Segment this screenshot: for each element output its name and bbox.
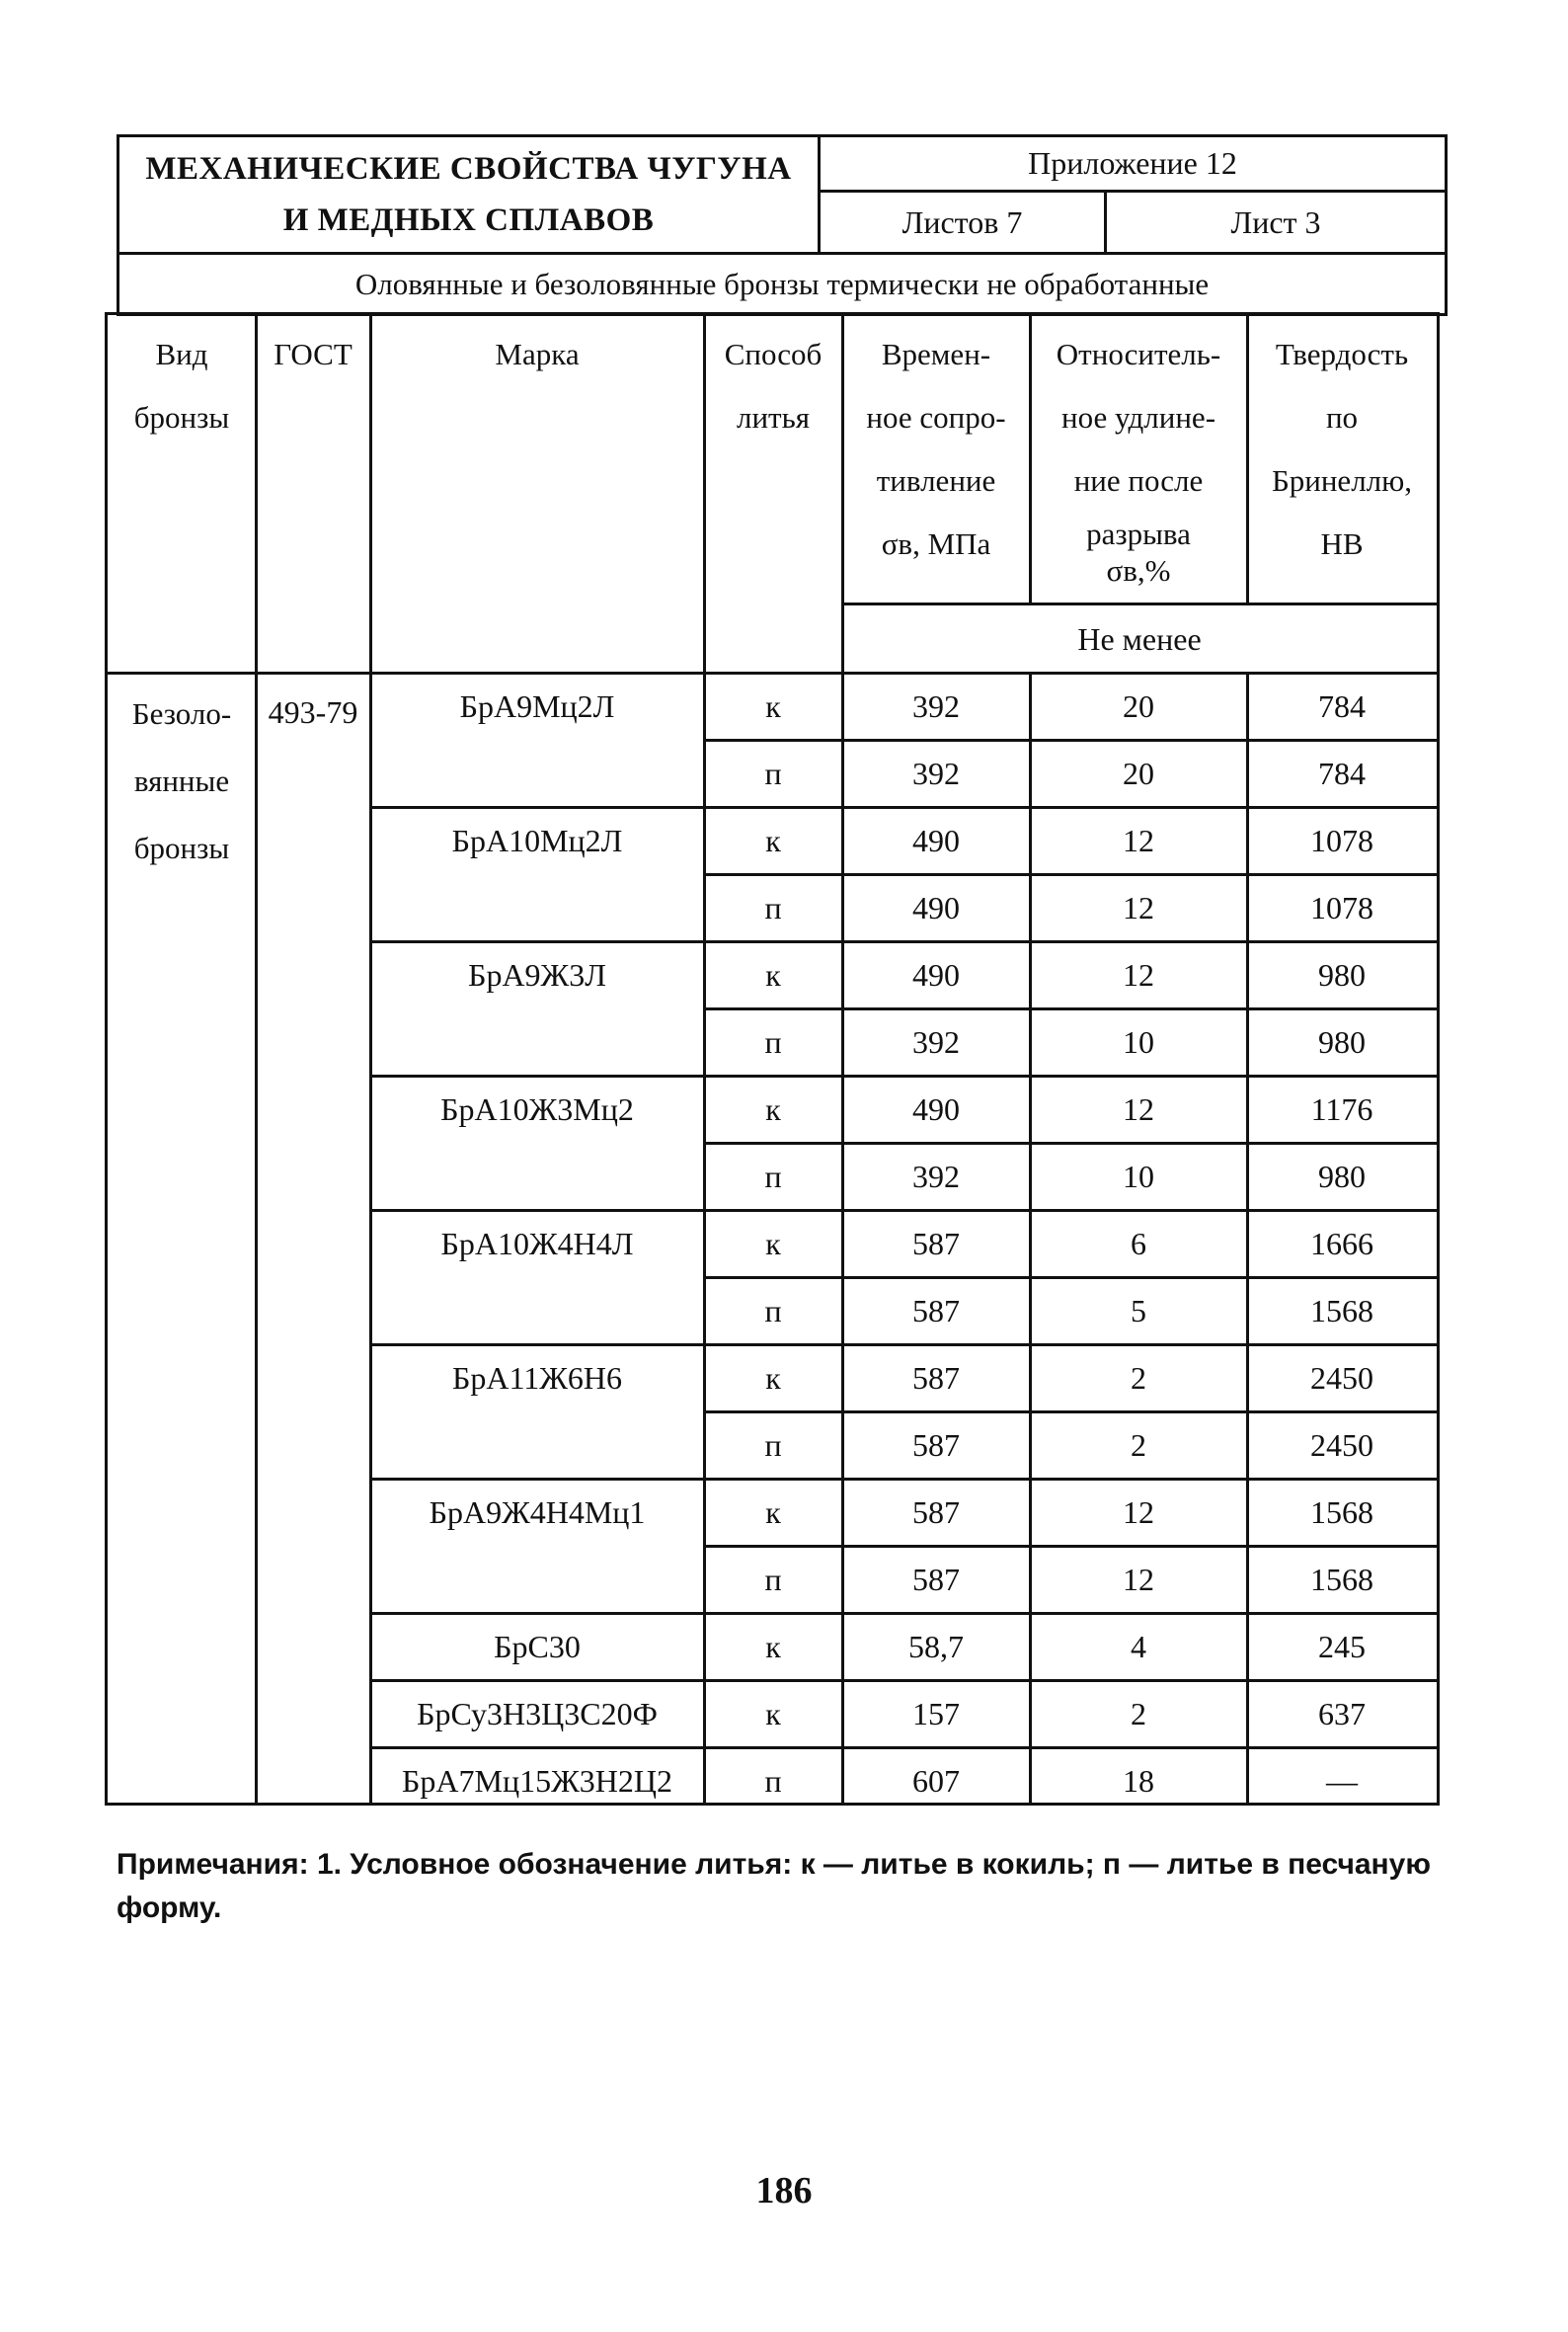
cell-casting: п — [764, 1158, 782, 1194]
cell-hardness: 1666 — [1310, 1225, 1373, 1261]
page-number: 186 — [755, 2170, 813, 2211]
col-header-casting-line: Способ — [724, 337, 823, 371]
grade-cell: БрА7Мц15Ж3Н2Ц2 — [402, 1762, 672, 1799]
cell-elongation: 4 — [1131, 1628, 1146, 1664]
grade-cell: БрА9Мц2Л — [459, 687, 615, 724]
cell-elongation: 6 — [1131, 1225, 1146, 1261]
grade-cell: БрА9Ж3Л — [468, 956, 606, 993]
cell-casting: к — [765, 822, 781, 858]
col-header-elongation-line: разрыва — [1086, 517, 1191, 551]
cell-strength: 587 — [912, 1493, 960, 1530]
grid-vline — [1246, 315, 1249, 603]
cell-elongation: 12 — [1123, 1090, 1154, 1127]
cell-casting: к — [765, 1359, 781, 1396]
bronze-type-line: бронзы — [133, 831, 230, 865]
bronze-type-cell — [108, 681, 256, 882]
cell-strength: 490 — [912, 1090, 960, 1127]
grade-cell: БрА10Ж3Мц2 — [440, 1090, 634, 1127]
cell-hardness: 980 — [1318, 1158, 1366, 1194]
cell-hardness: 2450 — [1310, 1359, 1373, 1396]
cell-casting: п — [764, 1292, 782, 1328]
grade-cell: БрСу3Н3Ц3С20Ф — [417, 1695, 658, 1731]
cell-hardness: 784 — [1318, 687, 1366, 724]
cell-strength: 607 — [912, 1762, 960, 1799]
col-header-elongation-line: Относитель- — [1056, 337, 1221, 371]
cell-hardness: 1078 — [1310, 889, 1373, 925]
bronze-type-line: Безоло- — [131, 696, 232, 731]
cell-strength: 587 — [912, 1426, 960, 1463]
cell-casting: п — [764, 1561, 782, 1597]
cell-elongation: 10 — [1123, 1023, 1154, 1060]
cell-strength: 392 — [912, 1158, 960, 1194]
cell-strength: 392 — [912, 687, 960, 724]
cell-hardness: 1568 — [1310, 1493, 1373, 1530]
cell-hardness: 980 — [1318, 956, 1366, 993]
cell-elongation: 12 — [1123, 1493, 1154, 1530]
cell-strength: 587 — [912, 1359, 960, 1396]
cell-hardness: 1568 — [1310, 1292, 1373, 1328]
cell-strength: 58,7 — [908, 1628, 964, 1664]
cell-hardness: 1568 — [1310, 1561, 1373, 1597]
grid-vline — [369, 315, 372, 1803]
cell-casting: к — [765, 687, 781, 724]
bronze-type-line: вянные — [133, 764, 230, 798]
col-header-hardness-line: Бринеллю, — [1271, 463, 1413, 498]
cell-elongation: 2 — [1131, 1695, 1146, 1731]
cell-casting: к — [765, 1225, 781, 1261]
cell-casting: п — [764, 755, 782, 791]
cell-strength: 587 — [912, 1225, 960, 1261]
sheets-total: Листов 7 — [821, 193, 1107, 252]
cell-hardness: 980 — [1318, 1023, 1366, 1060]
cell-elongation: 12 — [1123, 1561, 1154, 1597]
cell-elongation: 18 — [1123, 1762, 1154, 1799]
col-header-type-line: бронзы — [133, 400, 230, 435]
cell-strength: 157 — [912, 1695, 960, 1731]
col-header-elongation-line: σв,% — [1106, 553, 1171, 588]
cell-elongation: 12 — [1123, 889, 1154, 925]
cell-elongation: 20 — [1123, 687, 1154, 724]
cell-hardness: — — [1326, 1762, 1358, 1799]
col-header-gost — [256, 323, 370, 386]
cell-casting: к — [765, 956, 781, 993]
cell-hardness: 1078 — [1310, 822, 1373, 858]
cell-elongation: 10 — [1123, 1158, 1154, 1194]
sheet-current: Лист 3 — [1230, 203, 1321, 240]
cell-strength: 490 — [912, 889, 960, 925]
cell-casting: к — [765, 1090, 781, 1127]
title-line-2: И МЕДНЫХ СПЛАВОВ — [282, 202, 655, 238]
cell-casting: п — [764, 1426, 782, 1463]
cell-casting: к — [765, 1493, 781, 1530]
cell-elongation: 12 — [1123, 822, 1154, 858]
cell-casting: п — [764, 1762, 782, 1799]
col-header-type-line: Вид — [155, 337, 208, 371]
grid-vline — [255, 315, 258, 1803]
cell-elongation: 12 — [1123, 956, 1154, 993]
title-line-1: МЕХАНИЧЕСКИЕ СВОЙСТВА ЧУГУНА — [145, 151, 792, 187]
col-header-hardness — [1247, 323, 1437, 576]
col-header-gost-line: ГОСТ — [274, 337, 353, 371]
table-note: Примечания: 1. Условное обозначение литья: к — литье в кокиль; п — литье в песчаную форму. — [117, 1848, 1431, 1924]
cell-hardness: 1176 — [1310, 1090, 1373, 1127]
cell-casting: к — [765, 1628, 781, 1664]
col-header-hardness-line: НВ — [1320, 526, 1364, 561]
table-subtitle: Оловянные и безоловянные бронзы термически не обработанные — [119, 252, 1445, 313]
col-header-grade-line: Марка — [495, 337, 580, 371]
cell-strength: 587 — [912, 1561, 960, 1597]
cell-elongation: 2 — [1131, 1359, 1146, 1396]
col-header-type — [108, 323, 256, 449]
cell-casting: п — [764, 889, 782, 925]
col-header-elongation — [1030, 323, 1247, 586]
col-header-grade — [370, 323, 704, 386]
cell-strength: 490 — [912, 956, 960, 993]
grid-vline — [1029, 315, 1032, 603]
grid-hline — [842, 603, 1437, 605]
min-value-note: Не менее — [1077, 620, 1202, 657]
cell-elongation: 5 — [1131, 1292, 1146, 1328]
cell-hardness: 784 — [1318, 755, 1366, 791]
col-header-casting — [704, 323, 842, 449]
col-header-hardness-line: по — [1325, 400, 1359, 435]
col-header-strength-line: σв, МПа — [881, 526, 991, 561]
grade-cell: БрА10Мц2Л — [451, 822, 623, 858]
col-header-strength-line: тивление — [876, 463, 996, 498]
col-header-strength — [842, 323, 1030, 576]
col-header-strength-line: Времен- — [881, 337, 991, 371]
cell-strength: 392 — [912, 1023, 960, 1060]
cell-hardness: 2450 — [1310, 1426, 1373, 1463]
grade-cell: БрА9Ж4Н4Мц1 — [429, 1493, 646, 1530]
cell-strength: 490 — [912, 822, 960, 858]
cell-hardness: 245 — [1318, 1628, 1366, 1664]
col-header-elongation-line: ние после — [1073, 463, 1204, 498]
grade-cell: БрА11Ж6Н6 — [451, 1359, 623, 1396]
gost-cell: 493-79 — [268, 693, 358, 730]
col-header-strength-line: ное сопро- — [866, 400, 1006, 435]
properties-table — [105, 312, 1440, 1806]
appendix-label: Приложение 12 — [821, 137, 1445, 193]
cell-casting: п — [764, 1023, 782, 1060]
cell-elongation: 2 — [1131, 1426, 1146, 1463]
col-header-casting-line: литья — [736, 400, 810, 435]
col-header-elongation-line: ное удлине- — [1060, 400, 1216, 435]
cell-strength: 587 — [912, 1292, 960, 1328]
document-title — [119, 137, 821, 252]
grade-cell: БрА10Ж4Н4Л — [440, 1225, 634, 1261]
cell-strength: 392 — [912, 755, 960, 791]
cell-elongation: 20 — [1123, 755, 1154, 791]
col-header-hardness-line: Твердость — [1275, 337, 1409, 371]
document-header — [117, 134, 1448, 316]
cell-hardness: 637 — [1318, 1695, 1366, 1731]
grade-cell: БрС30 — [494, 1628, 581, 1664]
cell-casting: к — [765, 1695, 781, 1731]
